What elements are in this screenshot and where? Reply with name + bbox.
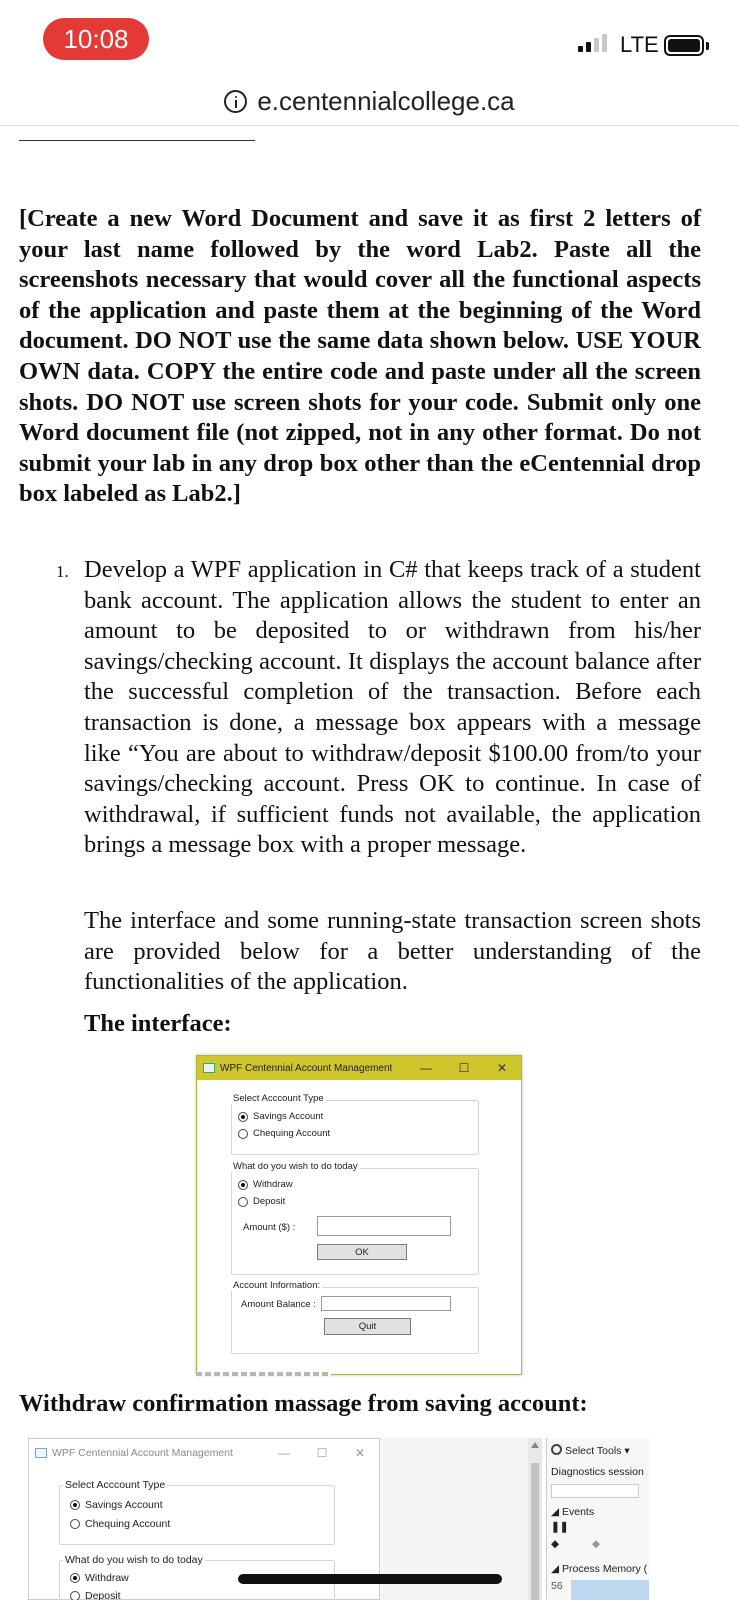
deposit-radio[interactable]: [238, 1196, 285, 1207]
gear-icon: [551, 1444, 562, 1455]
select-tools-button[interactable]: Select Tools ▾: [551, 1444, 630, 1457]
maximize-button[interactable]: ☐: [458, 1061, 470, 1075]
app-icon: [203, 1063, 215, 1073]
withdraw-heading: Withdraw confirmation massage from saving account:: [19, 1390, 588, 1417]
savings-radio[interactable]: [70, 1499, 163, 1511]
amount-input[interactable]: [317, 1216, 451, 1236]
list-item-number: 1.: [56, 562, 69, 581]
action-group-label: What do you wish to do today: [65, 1554, 203, 1566]
event-marker-icon: ◆ ◆: [551, 1538, 601, 1550]
account-type-group: [59, 1485, 335, 1545]
withdraw-radio[interactable]: [238, 1179, 293, 1190]
memory-value: 56: [551, 1580, 563, 1592]
interface-description: The interface and some running-state transaction screen shots are provided below for a better understanding of the functionalities of the application.: [84, 907, 701, 996]
window-title: WPF Centennial Account Management: [220, 1062, 393, 1074]
ok-button[interactable]: OK: [317, 1244, 407, 1260]
radio-dot: [70, 1591, 80, 1600]
window-titlebar: [29, 1439, 379, 1466]
deposit-label: Deposit: [253, 1196, 286, 1207]
window-title: WPF Centennial Account Management: [52, 1446, 233, 1459]
balance-label: Amount Balance :: [241, 1299, 316, 1310]
diagnostics-panel: [546, 1438, 649, 1600]
amount-label: Amount ($) :: [243, 1222, 296, 1233]
chequing-radio[interactable]: [70, 1518, 170, 1530]
app-icon: [35, 1448, 47, 1458]
withdraw-label: Withdraw: [85, 1572, 129, 1584]
wpf-window-screenshot: [196, 1055, 522, 1375]
radio-dot: [238, 1112, 248, 1122]
memory-graph: [571, 1580, 649, 1600]
battery-tip: [706, 42, 709, 50]
scroll-up-icon[interactable]: [531, 1442, 539, 1448]
events-text: Events: [562, 1506, 595, 1518]
select-tools-label: Select Tools: [565, 1445, 622, 1457]
maximize-button[interactable]: ☐: [316, 1445, 328, 1460]
radio-dot: [238, 1129, 248, 1139]
chequing-label: Chequing Account: [253, 1128, 331, 1139]
process-memory-text: Process Memory (: [562, 1563, 648, 1575]
minimize-button[interactable]: —: [420, 1061, 432, 1075]
close-button[interactable]: ✕: [354, 1445, 366, 1460]
savings-label: Savings Account: [85, 1499, 163, 1511]
battery-icon: [664, 35, 704, 56]
cropped-edge: [196, 1372, 331, 1376]
savings-radio[interactable]: [238, 1111, 323, 1122]
savings-label: Savings Account: [253, 1111, 324, 1122]
diagnostics-session-label: Diagnostics session: [551, 1466, 644, 1478]
radio-dot: [70, 1500, 80, 1510]
ide-scrollbar[interactable]: [528, 1438, 542, 1600]
deposit-label: Deposit: [85, 1590, 121, 1600]
chequing-label: Chequing Account: [85, 1518, 171, 1530]
instructions-paragraph: [Create a new Word Document and save it as first 2 letters of your last name followed by the word Lab2. Paste all the screenshots necessary that would cover all the functional aspects of the application and paste them at the beginning of the Word document. DO NOT use the same data shown below. USE YOUR OWN data. COPY the entire code and paste under all the screen shots. DO NOT use screen shots for your code. Submit only one Word document file (not zipped, not in any other format. Do not submit your lab in any drop box other than the eCentennial drop box labeled as Lab2.]: [19, 205, 701, 508]
divider-line: [19, 140, 255, 141]
list-item-text: Develop a WPF application in C# that keeps track of a student bank account. The application allows the student to enter an amount to be deposited to or withdrawn from his/her savings/checking account. It displays the account balance after the successful completion of the transaction. Before each transaction is done, a message box appears with a message like “You are about to withdraw/deposit $100.00 from/to your savings/checking account. Press OK to continue. In case of withdrawal, if sufficient funds not available, the application brings a message box with a proper message.: [84, 556, 701, 859]
quit-button[interactable]: Quit: [324, 1318, 411, 1335]
radio-dot: [238, 1180, 248, 1190]
balance-output: [321, 1296, 451, 1311]
close-button[interactable]: ✕: [496, 1061, 508, 1075]
minimize-button[interactable]: —: [278, 1445, 290, 1460]
radio-dot: [238, 1197, 248, 1207]
pause-icon[interactable]: ❚❚: [551, 1521, 569, 1533]
account-type-label: Select Acccount Type: [65, 1479, 166, 1491]
chequing-radio[interactable]: [238, 1128, 330, 1139]
url-bar[interactable]: [0, 78, 739, 126]
url-text[interactable]: e.centennialcollege.ca: [257, 86, 515, 116]
interface-heading: The interface:: [84, 1010, 232, 1037]
account-info-label: Account Information:: [233, 1280, 321, 1291]
radio-dot: [70, 1519, 80, 1529]
account-type-label: Select Acccount Type: [233, 1093, 324, 1104]
events-label: ◢ Events: [551, 1506, 595, 1518]
scroll-thumb[interactable]: [531, 1463, 539, 1600]
process-memory-label: ◢ Process Memory (: [551, 1563, 648, 1575]
window-titlebar: [197, 1056, 521, 1080]
home-indicator[interactable]: [238, 1574, 502, 1584]
signal-icon: [578, 34, 607, 52]
status-time: 10:08: [43, 18, 149, 60]
network-type: LTE: [620, 32, 659, 57]
deposit-radio[interactable]: [70, 1590, 121, 1600]
session-timeline: [551, 1484, 639, 1498]
withdraw-radio[interactable]: [70, 1572, 129, 1584]
withdraw-label: Withdraw: [253, 1179, 293, 1190]
action-group-label: What do you wish to do today: [233, 1161, 358, 1172]
info-icon[interactable]: [224, 90, 247, 113]
radio-dot: [70, 1573, 80, 1583]
